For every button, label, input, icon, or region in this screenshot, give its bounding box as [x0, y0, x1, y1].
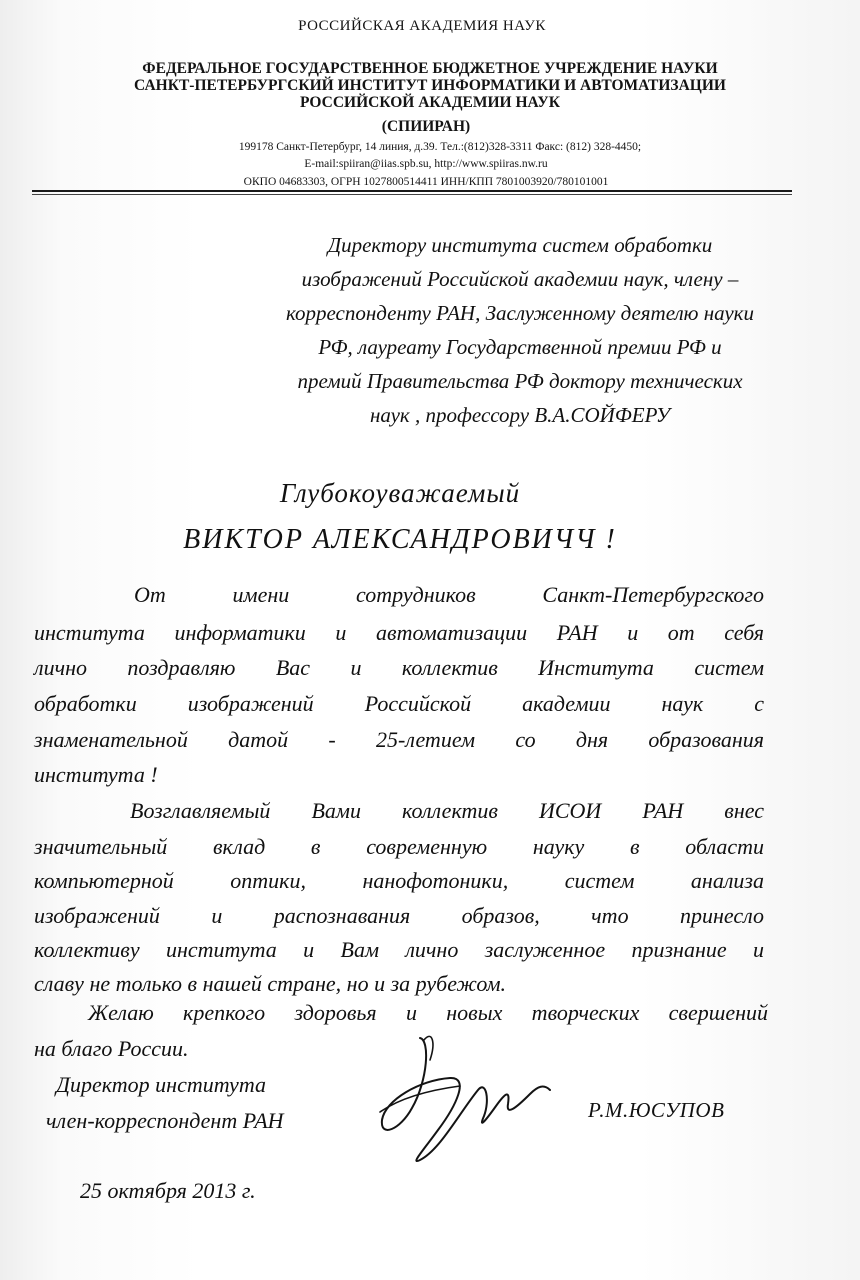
academy-name: РОССИЙСКАЯ АКАДЕМИЯ НАУК	[298, 18, 546, 34]
letterhead-divider-thin	[32, 194, 792, 195]
signer-title-1: Директор института	[56, 1072, 266, 1097]
institution-abbreviation: (СПИИРАН)	[381, 118, 471, 135]
addressee-line: наук , профессору В.А.СОЙФЕРУ	[369, 403, 671, 427]
institution-line-2: САНКТ-ПЕТЕРБУРГСКИЙ ИНСТИТУТ ИНФОРМАТИКИ И АВТОМАТИЗАЦИИ	[134, 77, 726, 94]
paragraph-2-line: Возглавляемый Вами коллектив ИСОИ РАН внес	[130, 798, 764, 823]
paragraph-1-line: института информатики и автоматизации РАН и от себя	[34, 620, 764, 645]
handwritten-signature	[360, 1020, 580, 1170]
salutation-line-1: Глубокоуважаемый	[279, 478, 521, 508]
institution-line-1: ФЕДЕРАЛЬНОЕ ГОСУДАРСТВЕННОЕ БЮДЖЕТНОЕ УЧРЕЖДЕНИЕ НАУКИ	[142, 60, 718, 77]
paragraph-1-line: знаменательной датой - 25-летием со дня образования	[34, 727, 764, 752]
institution-registry: ОКПО 04683303, ОГРН 1027800514411 ИНН/КПП 7801003920/780101001	[243, 176, 609, 188]
paragraph-1-line: От имени сотрудников Санкт-Петербургского	[134, 582, 764, 607]
letter-date: 25 октября 2013 г.	[80, 1178, 256, 1203]
letterhead-divider	[32, 190, 792, 192]
paragraph-1-line: лично поздравляю Вас и коллектив Института систем	[34, 655, 764, 680]
addressee-line: Директору института систем обработки	[327, 233, 713, 257]
addressee-line: премий Правительства РФ доктору технических	[297, 369, 743, 393]
addressee-block	[240, 228, 800, 432]
institution-line-3: РОССИЙСКОЙ АКАДЕМИИ НАУК	[300, 94, 560, 111]
closing-wish-line-2: на благо России.	[34, 1036, 189, 1061]
paragraph-2-line: коллективу института и Вам лично заслуженное признание и	[34, 937, 764, 962]
paragraph-1-line: института !	[34, 762, 158, 787]
salutation-line-2: ВИКТОР АЛЕКСАНДРОВИЧЧ !	[183, 524, 617, 555]
paragraph-2-line: значительный вклад в современную науку в области	[34, 834, 764, 859]
addressee-line: корреспонденту РАН, Заслуженному деятелю науки	[285, 301, 755, 325]
addressee-line: РФ, лауреату Государственной премии РФ и	[318, 335, 722, 359]
paragraph-1-line: обработки изображений Российской академии наук с	[34, 691, 764, 716]
institution-address: 199178 Санкт-Петербург, 14 линия, д.39. Тел.:(812)328-3311 Факс: (812) 328-4450;	[238, 141, 642, 153]
signer-name: Р.М.ЮСУПОВ	[588, 1098, 725, 1122]
paragraph-2-line: изображений и распознавания образов, что принесло	[34, 903, 764, 928]
paragraph-2-line: компьютерной оптики, нанофотоники, систем анализа	[34, 868, 764, 893]
signer-title-2: член-корреспондент РАН	[46, 1108, 284, 1133]
closing-wish-line-1: Желаю крепкого здоровья и новых творческих свершений	[88, 1000, 768, 1025]
addressee-line: изображений Российской академии наук, члену –	[301, 267, 739, 291]
paragraph-2-line: славу не только в нашей стране, но и за рубежом.	[34, 971, 507, 996]
institution-contacts: E-mail:spiiran@iias.spb.su, http://www.spiiras.nw.ru	[304, 158, 548, 170]
